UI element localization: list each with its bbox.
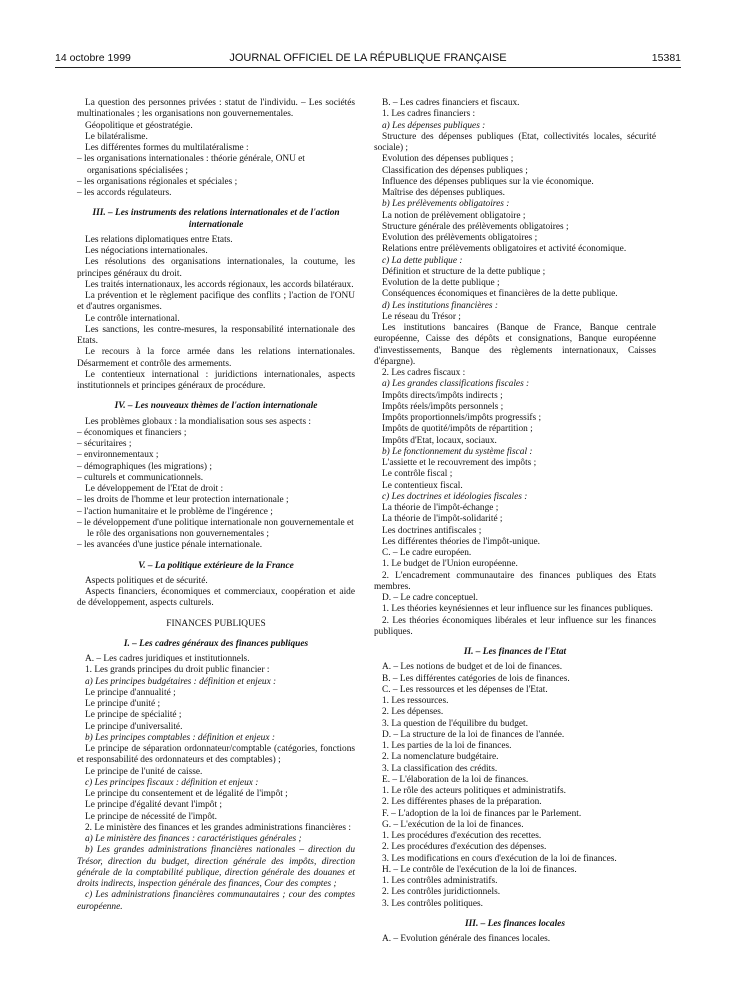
text-line: FINANCES PUBLIQUES <box>166 618 266 629</box>
section-heading: V. – La politique extérieure de la France <box>138 560 294 571</box>
text-line: b) Les principes comptables : définition et enjeux : <box>85 732 275 743</box>
text-line: 1. Les grands principes du droit public financier : <box>85 665 270 676</box>
text-line: – les avancées d'une justice pénale internationale. <box>77 540 263 551</box>
text-line: b) Le fonctionnement du système fiscal : <box>382 446 533 457</box>
text-line: Les sanctions, les contre-mesures, la responsabilité internationale des Etats. <box>77 324 355 346</box>
text-line: Définition et structure de la dette publique ; <box>382 266 546 277</box>
text-line: 2. La nomenclature budgétaire. <box>382 752 499 763</box>
text-line: Evolution des prélèvements obligatoires ; <box>382 233 538 243</box>
text-line: 1. Les cadres financiers : <box>382 109 476 120</box>
text-line: b) Les prélèvements obligatoires : <box>382 199 510 210</box>
text-line: La question des personnes privées : statut de l'individu. – Les sociétés multinationales ; les organisations non gouvernementales. <box>77 98 355 120</box>
journal-title: JOURNAL OFFICIEL DE LA RÉPUBLIQUE FRANÇAISE <box>229 52 507 64</box>
text-line: Le principe de l'unité de caisse. <box>85 766 203 777</box>
text-line: E. – L'élaboration de la loi de finances. <box>382 774 529 785</box>
text-line: Structure des dépenses publiques (Etat, collectivités locales, sécurité sociale) ; <box>374 131 656 153</box>
page-number: 15381 <box>651 52 681 64</box>
text-line: Le contentieux fiscal. <box>382 480 463 491</box>
text-line: a) Les grandes classifications fiscales : <box>382 379 530 390</box>
text-line: Le recours à la force armée dans les relations internationales. Désarmement et contrôle des armements. <box>77 347 355 369</box>
text-line: 3. La question de l'équilibre du budget. <box>382 718 528 729</box>
text-line: Evolution de la dette publique ; <box>382 278 500 288</box>
text-line: 1. Les contrôles administratifs. <box>382 876 498 886</box>
text-line: A. – Evolution générale des finances locales. <box>382 934 551 944</box>
text-line: Géopolitique et géostratégie. <box>85 120 193 131</box>
text-line: Les traités internationaux, les accords régionaux, les accords bilatéraux. <box>85 279 354 290</box>
text-line: – culturels et communicationnels. <box>77 472 204 483</box>
text-line: L'assiette et le recouvrement des impôts ; <box>382 458 537 468</box>
text-line: – les organisations régionales et spéciales ; <box>77 176 238 187</box>
text-line: Structure générale des prélèvements obligatoires ; <box>382 221 569 232</box>
text-line: Les doctrines antifiscales ; <box>382 525 482 536</box>
text-line: Le principe d'unité ; <box>85 699 161 709</box>
text-line: 2. Le ministère des finances et les grandes administrations financières : <box>85 822 351 833</box>
header-rule <box>55 67 681 68</box>
text-line: D. – Le cadre conceptuel. <box>382 593 478 603</box>
text-line: – environnementaux ; <box>77 450 159 461</box>
text-line: La prévention et le règlement pacifique des conflits ; l'action de l'ONU et d'autres organismes. <box>77 291 355 313</box>
text-line: a) Les dépenses publiques : <box>382 120 486 131</box>
text-line: 1. Les parties de la loi de finances. <box>382 741 512 751</box>
text-line: Les relations diplomatiques entre Etats. <box>85 234 233 245</box>
text-line: 2. Les dépenses. <box>382 707 444 718</box>
text-line: 1. Les théories keynésiennes et leur influence sur les finances publiques. <box>382 604 653 615</box>
text-line: 2. L'encadrement communautaire des finances publiques des Etats membres. <box>374 570 656 592</box>
text-line: Le principe d'annualité ; <box>85 687 176 698</box>
text-line: La théorie de l'impôt-solidarité ; <box>382 514 503 525</box>
text-line: Aspects financiers, économiques et commerciaux, coopération et aide de développement, aspects culturels. <box>77 587 355 609</box>
text-line: Le principe du consentement et de légalité de l'impôt ; <box>85 789 288 799</box>
text-line: Le contentieux international : juridictions internationales, aspects institutionnels et principes généraux de procédure. <box>77 369 355 391</box>
text-line: Le bilatéralisme. <box>85 131 148 142</box>
publication-date: 14 octobre 1999 <box>55 52 131 64</box>
text-line: Les problèmes globaux : la mondialisation sous ses aspects : <box>85 416 312 427</box>
text-line: – les organisations internationales : théorie générale, ONU et organisations spécialisées ; <box>77 154 305 176</box>
text-line: Les différentes formes du multilatéralisme : <box>85 143 249 153</box>
text-line: 3. Les contrôles politiques. <box>382 898 483 909</box>
text-line: Les différentes théories de l'impôt-unique. <box>382 536 540 547</box>
text-line: C. – Le cadre européen. <box>382 548 472 558</box>
text-line: Le réseau du Trésor ; <box>382 311 461 322</box>
text-line: A. – Les notions de budget et de loi de finances. <box>382 662 563 673</box>
text-line: D. – La structure de la loi de finances de l'année. <box>382 729 565 740</box>
text-line: B. – Les cadres financiers et fiscaux. <box>382 98 520 108</box>
text-line: – sécuritaires ; <box>77 439 132 449</box>
section-heading: III. – Les finances locales <box>465 918 565 929</box>
text-line: Relations entre prélèvements obligatoires et activité économique. <box>382 244 627 255</box>
text-line: Le principe d'universalité. <box>85 721 183 732</box>
text-line: Evolution des dépenses publiques ; <box>382 154 514 165</box>
text-line: c) Les doctrines et idéologies fiscales : <box>382 491 528 502</box>
text-line: G. – L'exécution de la loi de finances. <box>382 819 524 830</box>
text-line: – les droits de l'homme et leur protection internationale ; <box>77 495 289 506</box>
text-line: C. – Les ressources et les dépenses de l'Etat. <box>382 684 548 695</box>
text-line: Impôts d'Etat, locaux, sociaux. <box>382 435 497 446</box>
text-line: 3. Les modifications en cours d'exécution de la loi de finances. <box>382 853 617 864</box>
section-heading: III. – Les instruments des relations internationales et de l'action internationale <box>92 208 340 230</box>
page-header <box>55 52 681 66</box>
text-line: 2. Les contrôles juridictionnels. <box>382 887 501 898</box>
text-line: b) Les grandes administrations financières nationales – direction du Trésor, direction du budget, direction générale des impôts, direction générale de la comptabilité publique, direction générale des douanes et droits indirects, inspection générale des finances, Cour des comptes ; <box>77 845 355 889</box>
section-heading: IV. – Les nouveaux thèmes de l'action internationale <box>114 401 318 412</box>
text-line: 2. Les cadres fiscaux : <box>382 368 466 378</box>
section-heading: I. – Les cadres généraux des finances publiques <box>123 638 309 649</box>
text-line: 2. Les procédures d'exécution des dépenses. <box>382 842 547 853</box>
text-line: Impôts réels/impôts personnels ; <box>382 401 504 412</box>
left-column <box>77 98 355 913</box>
text-line: Classification des dépenses publiques ; <box>382 165 528 176</box>
text-line: – démographiques (les migrations) ; <box>77 461 212 472</box>
text-line: La notion de prélèvement obligatoire ; <box>382 210 526 221</box>
text-line: Maîtrise des dépenses publiques. <box>382 188 506 198</box>
text-line: – les accords régulateurs. <box>77 188 172 198</box>
text-line: a) Le ministère des finances : caractéristiques générales ; <box>85 834 302 844</box>
text-line: Impôts de quotité/impôts de répartition ; <box>382 424 533 435</box>
text-line: – le développement d'une politique internationale non gouvernementale et le rôle des organisations non gouvernementales ; <box>77 517 354 539</box>
text-line: Conséquences économiques et financières de la dette publique. <box>382 289 618 300</box>
text-line: Les résolutions des organisations internationales, la coutume, les principes généraux du droit. <box>77 257 355 279</box>
text-line: 1. Les ressources. <box>382 696 449 706</box>
text-line: – l'action humanitaire et le problème de l'ingérence ; <box>77 506 273 517</box>
text-line: F. – L'adoption de la loi de finances par le Parlement. <box>382 808 582 819</box>
text-line: A. – Les cadres juridiques et institutionnels. <box>85 654 250 664</box>
text-line: a) Les principes budgétaires : définition et enjeux : <box>85 676 277 687</box>
text-line: 2. Les différentes phases de la préparation. <box>382 797 542 808</box>
text-line: Les négociations internationales. <box>85 246 208 256</box>
text-line: c) La dette publique : <box>382 255 463 266</box>
text-line: Le principe de nécessité de l'impôt. <box>85 811 217 822</box>
text-line: – économiques et financiers ; <box>77 427 187 438</box>
text-line: Impôts proportionnels/impôts progressifs ; <box>382 413 542 423</box>
text-line: Le principe d'égalité devant l'impôt ; <box>85 800 222 811</box>
text-line: La théorie de l'impôt-échange ; <box>382 503 499 513</box>
text-line: Aspects politiques et de sécurité. <box>85 575 208 586</box>
text-line: 1. Le rôle des acteurs politiques et administratifs. <box>382 786 566 796</box>
section-heading: II. – Les finances de l'Etat <box>463 647 567 657</box>
text-line: Impôts directs/impôts indirects ; <box>382 390 503 401</box>
text-line: Influence des dépenses publiques sur la vie économique. <box>382 176 594 187</box>
text-line: 1. Les procédures d'exécution des recettes. <box>382 831 542 841</box>
text-line: d) Les institutions financières : <box>382 300 498 311</box>
text-line: Les institutions bancaires (Banque de France, Banque centrale européenne, Caisse des dépôts et consignations, Banque européenne d'investissements, Banque des règlements internationaux, Caisses d'épargne). <box>374 323 656 367</box>
text-line: Le principe de séparation ordonnateur/comptable (catégories, fonctions et responsabilité des ordonnateurs et des comptables) ; <box>77 744 355 766</box>
text-line: 2. Les théories économiques libérales et leur influence sur les finances publiques. <box>374 615 656 637</box>
text-line: Le principe de spécialité ; <box>85 710 182 721</box>
text-line: Le contrôle fiscal ; <box>382 469 453 480</box>
text-line: Le contrôle international. <box>85 313 180 324</box>
text-line: Le développement de l'Etat de droit : <box>85 484 224 494</box>
text-line: c) Les administrations financières communautaires ; cour des comptes européenne. <box>77 890 355 912</box>
text-line: B. – Les différentes catégories de lois de finances. <box>382 673 570 684</box>
text-line: H. – Le contrôle de l'exécution de la loi de finances. <box>382 864 577 875</box>
text-line: 1. Le budget de l'Union européenne. <box>382 559 518 570</box>
text-line: c) Les principes fiscaux : définition et enjeux : <box>85 777 259 788</box>
text-line: 3. La classification des crédits. <box>382 763 498 774</box>
right-column <box>374 98 656 945</box>
